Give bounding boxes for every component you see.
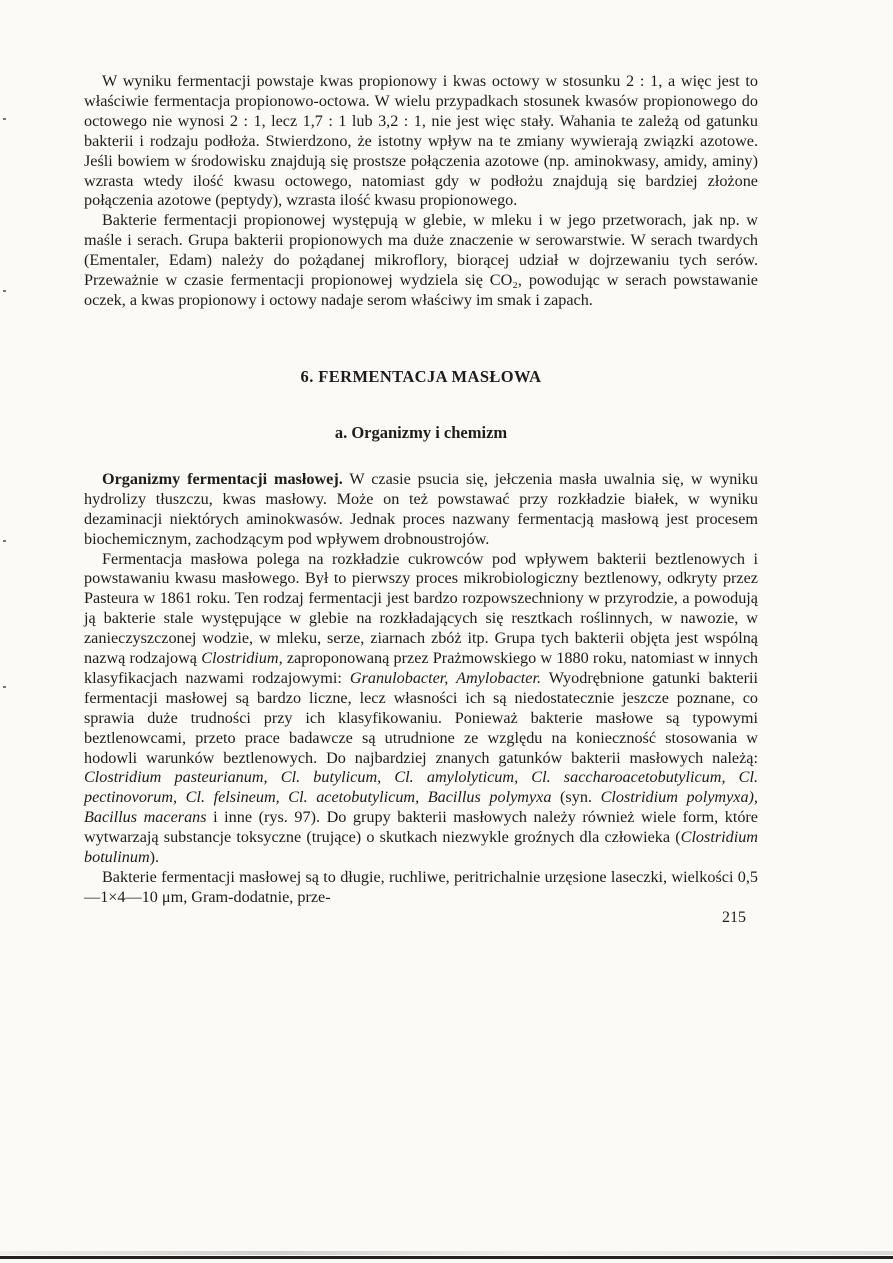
- scan-mark: [3, 686, 6, 688]
- scan-mark: [3, 118, 6, 120]
- scan-mark: [3, 290, 6, 292]
- species-list: Clostridium pasteurianum, Cl. butylicum, Cl. amylolyticum, Cl. saccharoacetobutylicum, Cl. pectinovorum, Cl. felsineum, Cl. acetobutylicum, Bacillus polymyxa: [84, 768, 758, 807]
- species-name: Bacillus macerans: [84, 808, 207, 827]
- paragraph-text: zaproponowaną przez Prażmowskiego w 1880 roku, natomiast w innych klasyfikacjach nazwami rodzajowymi:: [84, 649, 759, 687]
- paragraph-propionic-occurrence: Bakterie fermentacji propionowej występują w glebie, w mleku i w jego przetworach, jak np. w maśle i serach. Grupa bakterii propionowych ma duże znaczenie w serowarstwie. W serach twardych (Ementaler, Edam) należy do pożądanej mikroflory, biorącej udział w dojrzewaniu tych serów. Przeważnie w czasie fermentacji propionowej wydziela się CO₂, powodując w serach powstawanie oczek, a kwas propionowy i octowy nadaje serom właściwy im smak i zapach.: [84, 211, 758, 309]
- paragraph-text: Wyodrębnione gatunki bakterii fermentacji masłowej są bardzo liczne, lecz własności ich są niedostatecznie jeszcze poznane, co sprawia duże trudności przy ich klasyfikowaniu. Ponieważ bakterie masłowe są typowymi beztlenowcami, przeto prace badawcze są utrudnione ze względu na konieczność stosowania w hodowli warunków beztlenowych. Do najbardziej znanych gatunków bakterii masłowych należą:: [84, 668, 758, 767]
- genus-name: Clostridium,: [201, 649, 283, 668]
- scan-mark: [3, 540, 6, 542]
- paragraph-text: W czasie psucia się, jełczenia masła uwalnia się, w wyniku hydrolizy tłuszczu, kwas masłowy. Może on też powstawać przy rozkładzie białek, w wyniku dezaminacji niektórych aminokwasów. Jednak proces nazwany fermentacją masłową jest procesem biochemicznym, zachodzącym pod wpływem drobnoustrojów.: [84, 469, 758, 548]
- paragraph-lead: Organizmy fermentacji masłowej.: [102, 469, 343, 488]
- chapter-heading: 6. FERMENTACJA MASŁOWA: [300, 366, 542, 386]
- section-heading: a. Organizmy i chemizm: [334, 422, 508, 442]
- genus-names: Granulobacter, Amylobacter.: [349, 668, 542, 687]
- paragraph-propionic-ratio: W wyniku fermentacji powstaje kwas propionowy i kwas octowy w stosunku 2 : 1, a więc jest to właściwie fermentacja propionowo-octowa. W wielu przypadkach stosunek kwasów propionowego do octowego nie wynosi 2 : 1, lecz 1,7 : 1 lub 3,2 : 1, nie jest więc stały. Wahania te zależą od gatunku bakterii i rodzaju podłoża. Stwierdzono, że istotny wpływ na te zmiany wywierają związki azotowe. Jeśli bowiem w środowisku znajdują się prostsze połączenia azotowe (np. aminokwasy, amidy, aminy) wzrasta wtedy ilość kwasu octowego, natomiast gdy w podłożu znajdują się bardziej złożone połączenia azotowe (peptydy), wzrasta ilość kwasu propionowego.: [84, 72, 758, 210]
- paragraph-text: (syn.: [551, 788, 601, 807]
- species-name: Clostridium botulinum: [84, 828, 758, 867]
- paragraph-butyric-fermentation: [84, 550, 758, 869]
- page-number: 215: [722, 909, 746, 926]
- page-body: [84, 72, 758, 908]
- species-synonym: Clostridium polymyxa),: [600, 788, 758, 807]
- paragraph-bacteria-description: Bakterie fermentacji masłowej są to długie, ruchliwe, peritrichalnie urzęsione laseczki, wielkości 0,5—1×4—10 μm, Gram-dodatnie, prze-: [84, 868, 758, 906]
- scan-edge: [0, 1251, 893, 1255]
- paragraph-text: Fermentacja masłowa polega na rozkładzie cukrowców pod wpływem bakterii beztlenowych i powstawaniu kwasu masłowego. Był to pierwszy proces mikrobiologiczny beztlenowy, odkryty przez Pasteura w 1861 roku. Ten rodzaj fermentacji jest bardzo rozpowszechniony w przyrodzie, a powodują ją bakterie stale występujące w glebie na rozkładających się resztkach roślinnych, w nawozie, w zanieczyszczonej wodzie, w mleku, serze, ziarnach zbóż itp. Grupa tych bakterii objęta jest wspólną nazwą rodzajową: [84, 549, 758, 668]
- paragraph-text: ).: [149, 848, 160, 867]
- paragraph-butyric-organisms: [84, 470, 758, 550]
- paragraph-text: i inne (rys. 97). Do grupy bakterii masłowych należy również wiele form, które wytwarzają substancje toksyczne (trujące) o skutkach niezwykle groźnych dla człowieka (: [84, 808, 758, 847]
- bottom-rule: [0, 1256, 893, 1259]
